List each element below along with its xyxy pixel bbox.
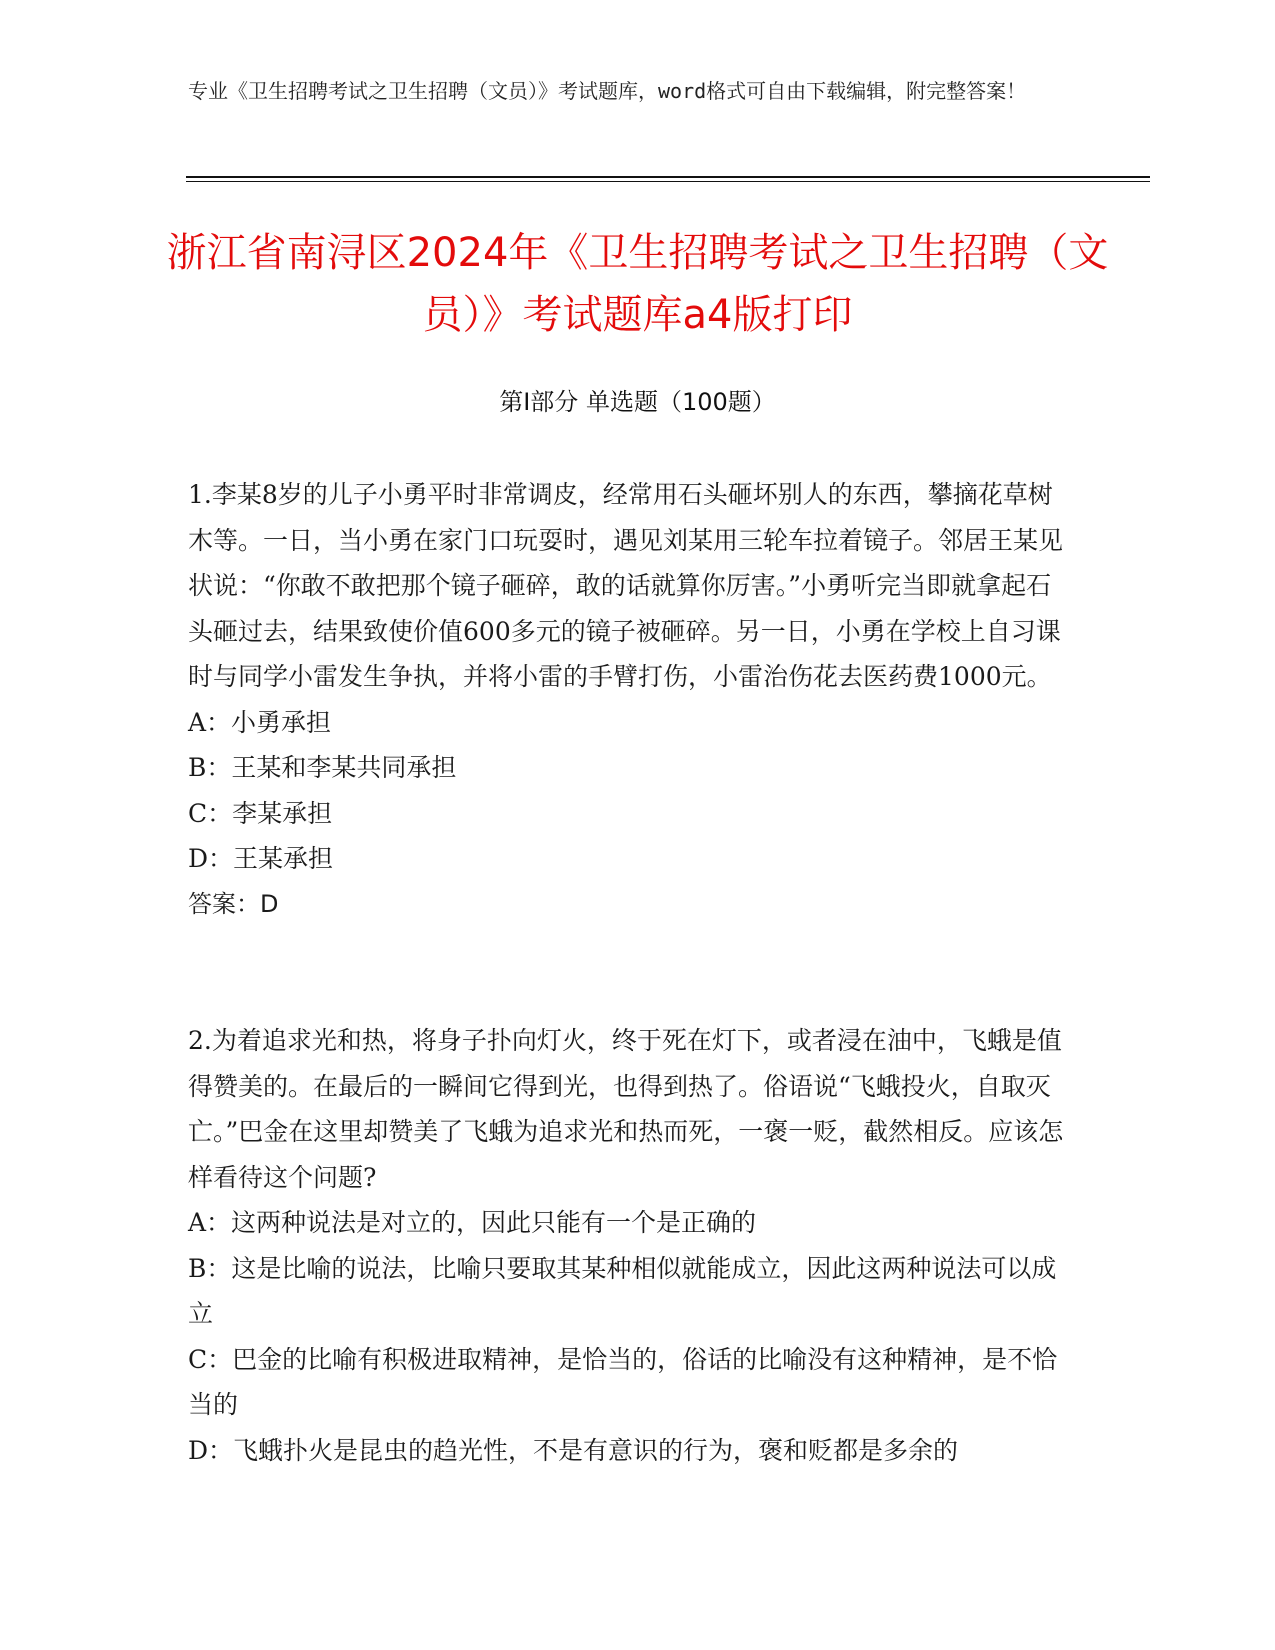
section-heading: 第Ⅰ部分 单选题（100题） [499,388,776,416]
option-a: A：这两种说法是对立的，因此只能有一个是正确的 [188,1208,757,1237]
option-c: C：巴金的比喻有积极进取精神，是恰当的，俗话的比喻没有这种精神，是不恰当的 [188,1344,1058,1419]
question-1 [188,472,1068,927]
header-rule-thin [186,181,1150,182]
option-c: C：李某承担 [188,798,333,828]
question-2 [188,1018,1068,1473]
answer-label: 答案：D [188,889,279,918]
option-b: B：这是比喻的说法，比喻只要取其某种相似就能成立，因此这两种说法可以成立 [188,1253,1057,1328]
document-title: 浙江省南浔区2024年《卫生招聘考试之卫生招聘（文员）》考试题库a4版打印 [166,230,1109,338]
option-b: B：王某和李某共同承担 [188,753,457,782]
header-note: 专业《卫生招聘考试之卫生招聘（文员）》考试题库，word格式可自由下载编辑，附完整答案！ [188,79,1027,103]
option-d: D：飞蛾扑火是昆虫的趋光性，不是有意识的行为，褒和贬都是多余的 [188,1435,959,1465]
question-stem: 1.李某8岁的儿子小勇平时非常调皮，经常用石头砸坏别人的东西，攀摘花草树木等。一日，当小勇在家门口玩耍时，遇见刘某用三轮车拉着镜子。邻居王某见状说：“你敢不敢把那个镜子砸碎，敢的话就算你厉害。”小勇听完当即就拿起石头砸过去，结果致使价值600多元的镜子被砸碎。另一日，小勇在学校上自习课时与同学小雷发生争执，并将小雷的手臂打伤，小雷治伤花去医药费1000元。 [188,480,1064,691]
question-stem: 2.为着追求光和热，将身子扑向灯火，终于死在灯下，或者浸在油中，飞蛾是值得赞美的。在最后的一瞬间它得到光，也得到热了。俗语说“飞蛾投火，自取灭亡。”巴金在这里却赞美了飞蛾为追求光和热而死，一褒一贬，截然相反。应该怎样看待这个问题? [188,1026,1064,1192]
header-rule-thick [186,176,1150,178]
option-a: A：小勇承担 [188,707,332,737]
option-d: D：王某承担 [188,844,334,873]
